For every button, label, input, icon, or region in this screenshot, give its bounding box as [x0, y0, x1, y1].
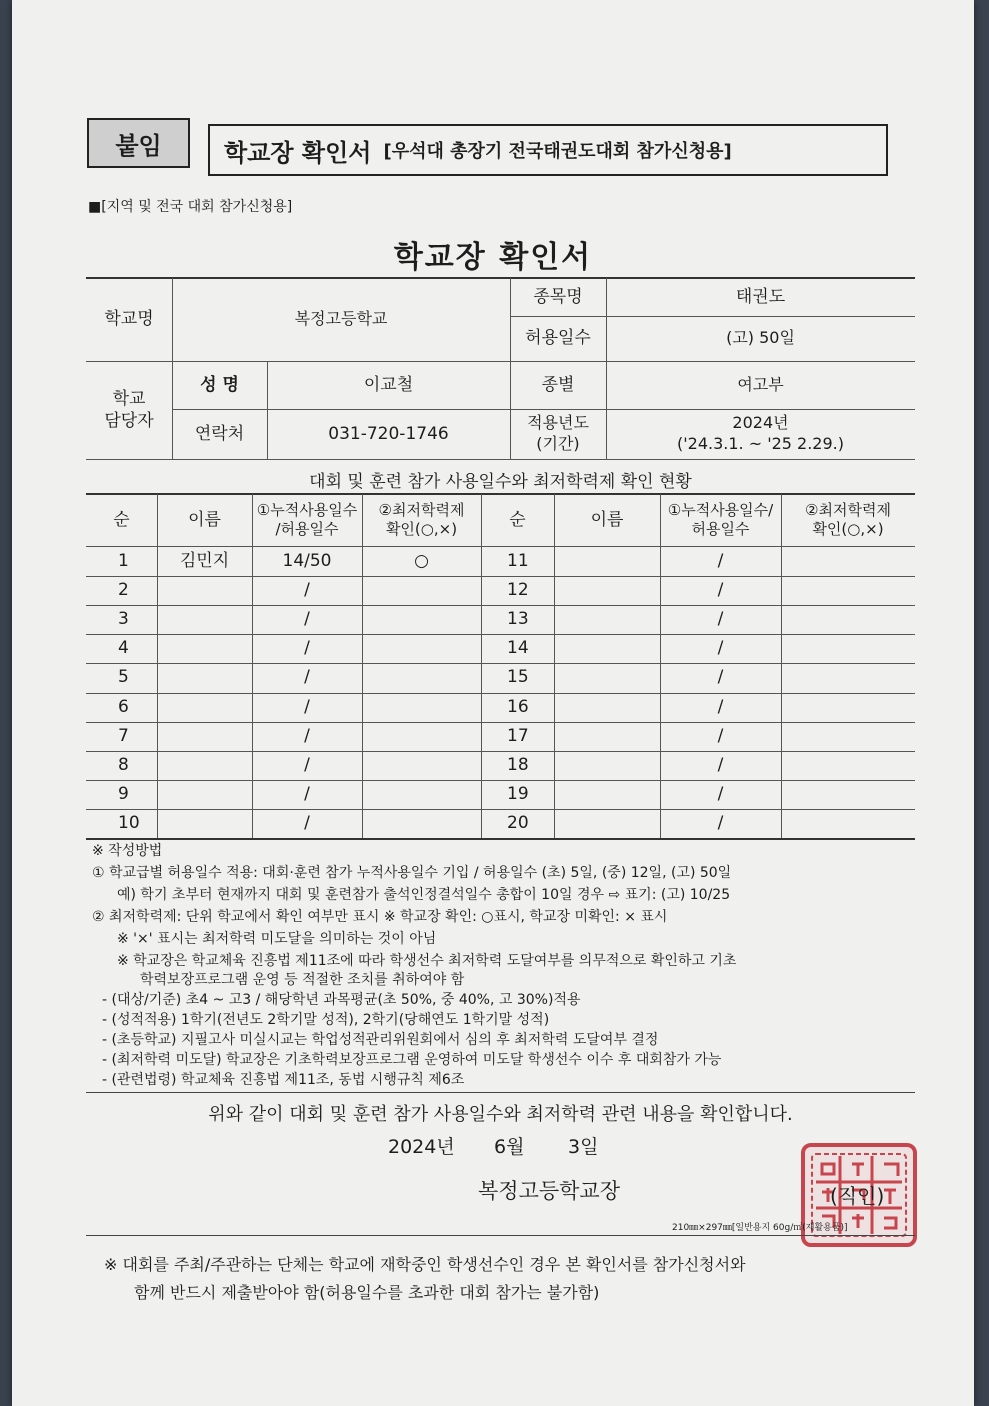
manager-name-label: 성 명 — [200, 374, 239, 395]
header-check: ②최저학력제 확인(○,×) — [378, 500, 465, 538]
cell-days: / — [304, 726, 310, 747]
cell-check2 — [781, 605, 915, 634]
note-line: ※ 학교장은 학교체육 진흥법 제11조에 따라 학생선수 최저학력 도달여부를 의무적으로 확인하고 기초 — [117, 953, 737, 969]
school-name-value: 복정고등학교 — [294, 309, 388, 329]
cell-name — [157, 722, 252, 751]
note-line: 예) 학기 초부터 현재까지 대회 및 훈련참가 출석인정결석일수 총합이 10일 경우 ⇨ 표기: (고) 10/25 — [117, 887, 731, 903]
cell-no2: 17 — [507, 726, 529, 747]
header-check-2: ②최저학력제 확인(○,×) — [805, 500, 891, 538]
usage-table-caption: 대회 및 훈련 참가 사용일수와 최저학력제 확인 현황 — [309, 471, 692, 492]
header-subtitle: [우석대 총장기 전국태권도대회 참가신청용] — [383, 141, 732, 162]
cell-check — [362, 693, 481, 722]
cell-check — [362, 751, 481, 780]
apply-year-label: 적용년도 (기간) — [527, 413, 589, 453]
cell-check — [362, 663, 481, 692]
note-line: - (최저학력 미도달) 학교장은 기초학력보장프로그램 운영하여 미도달 학생선수 이수 후 대회참가 가능 — [102, 1052, 722, 1068]
cell-days2: / — [717, 755, 724, 776]
cell-days2: / — [717, 697, 724, 718]
issue-day: 3일 — [568, 1136, 599, 1158]
cell-days: / — [304, 638, 310, 659]
note-line: ② 최저학력제: 단위 학교에서 확인 여부만 표시 ※ 학교장 확인: ○표시, 학교장 미확인: × 표시 — [92, 909, 668, 925]
cell-name — [157, 751, 252, 780]
confirmation-text: 위와 같이 대회 및 훈련 참가 사용일수와 최저학력 관련 내용을 확인합니다. — [208, 1104, 793, 1125]
header-days-2: ①누적사용일수/ 허용일수 — [667, 500, 774, 538]
note-line: - (성적적용) 1학기(전년도 2학기말 성적), 2학기(당해연도 1학기말 성적) — [102, 1012, 550, 1028]
cell-no2: 12 — [507, 580, 529, 601]
cell-days2: / — [717, 784, 724, 805]
cell-days: / — [304, 609, 310, 630]
cell-name — [157, 809, 252, 838]
cell-no: 9 — [118, 784, 129, 805]
cell-check2 — [781, 663, 915, 692]
cell-no: 1 — [118, 551, 129, 572]
manager-name-value: 이교철 — [363, 374, 414, 395]
cell-no2: 14 — [507, 638, 529, 659]
note-line: ※ '×' 표시는 최저학력 미도달을 의미하는 것이 아님 — [117, 931, 437, 947]
cell-days2: / — [717, 813, 724, 834]
cell-days: / — [304, 697, 310, 718]
cell-no2: 15 — [507, 667, 529, 688]
school-name-label: 학교명 — [104, 309, 154, 330]
cell-days2: / — [717, 551, 724, 572]
cell-check2 — [781, 576, 915, 605]
cell-name2 — [554, 576, 660, 605]
cell-no2: 19 — [507, 784, 529, 805]
cell-check — [362, 722, 481, 751]
cell-check — [362, 605, 481, 634]
cell-check2 — [781, 751, 915, 780]
cell-check: ○ — [414, 551, 429, 572]
cell-days2: / — [717, 638, 724, 659]
event-label: 종목명 — [533, 286, 583, 307]
cell-days: / — [304, 755, 310, 776]
cell-name — [157, 576, 252, 605]
contact-label: 연락처 — [194, 423, 245, 444]
document-title: 학교장 확인서 — [393, 240, 593, 275]
cell-name — [157, 634, 252, 663]
cell-name2 — [554, 634, 660, 663]
cell-check — [362, 809, 481, 838]
header-days: ①누적사용일수 /허용일수 — [256, 500, 358, 538]
note-line: ① 학교급별 허용일수 적용: 대회·훈련 참가 누적사용일수 기입 / 허용일수 (초) 5일, (중) 12일, (고) 50일 — [92, 865, 732, 881]
seal-mark: (직인) — [830, 1184, 885, 1208]
cell-days2: / — [717, 667, 724, 688]
cell-check2 — [781, 722, 915, 751]
division-value: 여고부 — [737, 374, 784, 394]
cell-no: 8 — [118, 755, 129, 776]
cell-no: 10 — [118, 813, 140, 834]
event-value: 태권도 — [735, 286, 786, 307]
principal-name: 복정고등학교장 — [478, 1179, 621, 1203]
attachment-tag — [87, 118, 190, 168]
cell-name2 — [554, 605, 660, 634]
note-line: - (초등학교) 지필고사 미실시교는 학업성적관리위원회에서 심의 후 최저학력 도달여부 결정 — [102, 1032, 659, 1048]
cell-no2: 11 — [507, 551, 529, 572]
cell-check — [362, 780, 481, 809]
cell-no: 4 — [118, 638, 129, 659]
issue-year: 2024년 — [388, 1136, 455, 1158]
footer-note-line-2: 함께 반드시 제출받아야 함(허용일수를 초과한 대회 참가는 불가함) — [134, 1283, 600, 1302]
note-line: - (대상/기준) 초4 ~ 고3 / 해당학년 과목평균(초 50%, 중 40%, 고 30%)적용 — [102, 992, 581, 1008]
cell-days: / — [304, 580, 310, 601]
contact-value: 031-720-1746 — [328, 423, 449, 444]
division-label: 종별 — [541, 374, 575, 395]
header-name-2: 이름 — [590, 509, 624, 530]
cell-name2 — [554, 809, 660, 838]
cell-name2 — [554, 547, 660, 576]
document-page — [12, 0, 974, 1406]
header-no-2: 순 — [509, 509, 526, 530]
cell-check2 — [781, 693, 915, 722]
cell-name2 — [554, 780, 660, 809]
paper-spec: 210㎜×297㎜[일반용지 60g/㎡(재활용품)] — [672, 1223, 848, 1233]
cell-no: 2 — [118, 580, 129, 601]
header-title: 학교장 확인서 — [224, 138, 372, 167]
cell-name — [157, 605, 252, 634]
cell-no: 6 — [118, 697, 129, 718]
cell-check2 — [781, 634, 915, 663]
cell-days2: / — [717, 726, 724, 747]
cell-name: 김민지 — [179, 551, 230, 572]
cell-name2 — [554, 722, 660, 751]
cell-days2: / — [717, 609, 724, 630]
cell-name — [157, 663, 252, 692]
header-no: 순 — [113, 509, 130, 530]
cell-name2 — [554, 693, 660, 722]
form-label: ■[지역 및 전국 대회 참가신청용] — [88, 199, 293, 215]
cell-days2: / — [717, 580, 724, 601]
allowed-days-label: 허용일수 — [525, 328, 591, 349]
attachment-tag-label: 붙임 — [115, 131, 162, 160]
cell-days: / — [304, 813, 310, 834]
cell-days: / — [304, 784, 310, 805]
cell-days: / — [304, 667, 310, 688]
manager-label: 학교 담당자 — [104, 388, 154, 431]
cell-name — [157, 780, 252, 809]
cell-name2 — [554, 663, 660, 692]
cell-no2: 20 — [507, 813, 529, 834]
header-name: 이름 — [188, 509, 221, 530]
cell-days: 14/50 — [282, 551, 332, 572]
cell-check2 — [781, 780, 915, 809]
issue-month: 6월 — [494, 1136, 525, 1158]
allowed-days-value: (고) 50일 — [726, 328, 795, 348]
cell-check2 — [781, 547, 915, 576]
header-title-box — [208, 124, 888, 176]
cell-no2: 16 — [507, 697, 529, 718]
cell-name — [157, 693, 252, 722]
note-line: ※ 작성방법 — [92, 843, 163, 859]
cell-name2 — [554, 751, 660, 780]
note-line: - (관련법령) 학교체육 진흥법 제11조, 동법 시행규칙 제6조 — [102, 1072, 465, 1088]
cell-no: 7 — [118, 726, 129, 747]
cell-no: 5 — [118, 667, 129, 688]
cell-check2 — [781, 809, 915, 838]
cell-no2: 13 — [507, 609, 529, 630]
note-line: 학력보장프로그램 운영 등 적절한 조치를 취하여야 함 — [140, 972, 465, 988]
cell-check — [362, 634, 481, 663]
cell-no: 3 — [118, 609, 129, 630]
cell-no2: 18 — [507, 755, 529, 776]
apply-year-value: 2024년 ('24.3.1. ~ '25 2.29.) — [677, 413, 844, 453]
cell-check — [362, 576, 481, 605]
footer-note-line-1: ※ 대회를 주최/주관하는 단체는 학교에 재학중인 학생선수인 경우 본 확인서를 참가신청서와 — [104, 1255, 746, 1274]
